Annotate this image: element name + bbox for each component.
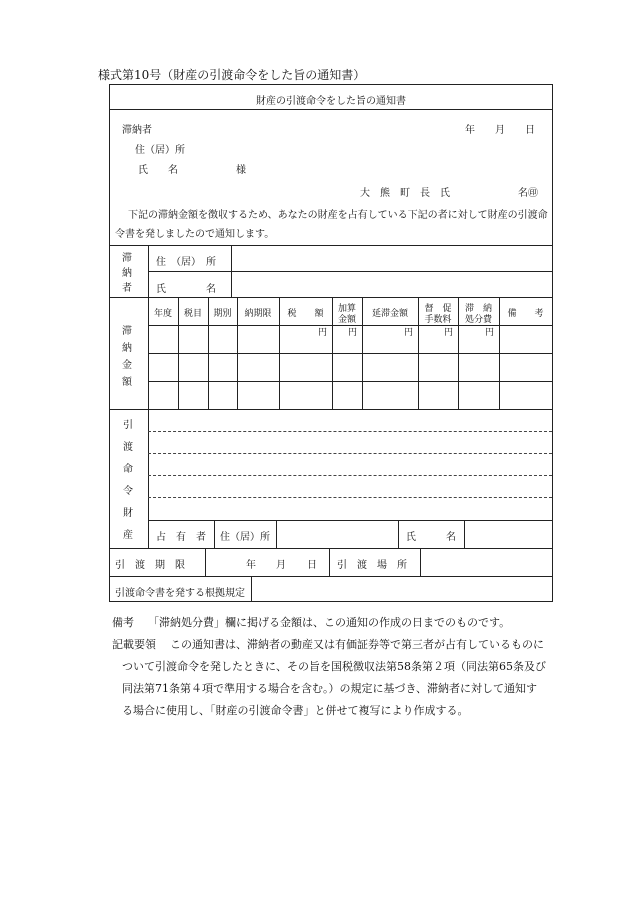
divider	[205, 548, 206, 576]
form-number-title: 様式第10号（財産の引渡命令をした旨の通知書）	[98, 68, 366, 82]
date-month: 月	[495, 125, 505, 136]
legal-basis-label: 引渡命令書を発する根拠規定	[115, 588, 245, 599]
body-line-1: 下記の滞納金額を徴収するため、あなたの財産を占有している下記の者に対して財産の引渡命	[128, 210, 548, 221]
divider	[214, 520, 215, 548]
divider	[110, 245, 552, 246]
label-char: 者	[122, 283, 132, 294]
col-disposition-cost: 滞 納 処分費	[464, 304, 492, 325]
dashed-line	[148, 431, 552, 432]
row-divider	[148, 325, 552, 326]
row-divider	[148, 353, 552, 354]
remark-label: 備考	[112, 616, 134, 629]
label-char: 金	[122, 360, 132, 371]
instructions-text-2: ついて引渡命令を発したときに、その旨を国税徴収法第58条第２項（同法第65条及び	[122, 660, 546, 673]
yen-unit: 円	[348, 328, 358, 338]
yen-unit: 円	[444, 328, 454, 338]
label-char: 額	[122, 377, 132, 388]
instructions-text-4: る場合に使用し、「財産の引渡命令書」と併せて複写により作成する。	[122, 704, 469, 717]
instructions-label: 記載要領	[112, 638, 156, 651]
col-fiscal-year: 年度	[153, 309, 172, 319]
divider	[110, 576, 552, 577]
divider	[398, 520, 399, 548]
section-label-divider	[148, 245, 149, 548]
instructions-line	[112, 634, 544, 656]
date-year: 年	[465, 125, 475, 136]
amount-label	[122, 323, 132, 391]
col-late-fee: 延滞金額	[371, 309, 408, 319]
addressee-address-label: 住（居）所	[135, 145, 185, 156]
possessor-label: 占 有 者	[156, 532, 206, 543]
remark-line	[112, 612, 510, 634]
date-day: 日	[525, 125, 535, 136]
label-char: 財	[123, 508, 133, 519]
deadline-label: 引 渡 期 限	[115, 560, 185, 571]
col-additional-amount: 加算 金額	[337, 304, 356, 325]
issuer-name: 大 熊 町 長 氏	[360, 188, 450, 199]
col-tax-amount: 税 額	[287, 309, 324, 319]
dashed-line	[148, 497, 552, 498]
label-char: 令	[123, 486, 133, 497]
dashed-line	[148, 475, 552, 476]
col-demand-fee: 督 促 手数料	[424, 304, 452, 325]
place-label: 引 渡 場 所	[337, 560, 407, 571]
divider	[148, 271, 552, 272]
label-char: 滞	[122, 326, 132, 337]
divider	[420, 548, 421, 576]
possessor-name-label: 氏 名	[406, 532, 456, 543]
col-tax-item: 税目	[183, 309, 202, 319]
delinquent-label	[122, 251, 132, 296]
label-char: 産	[123, 530, 133, 541]
honorific: 様	[236, 165, 246, 176]
yen-unit: 円	[404, 328, 414, 338]
deadline-month: 月	[276, 560, 286, 571]
delinquent-address-label: 住 （居） 所	[156, 257, 216, 268]
col-period: 期別	[213, 309, 232, 319]
divider	[148, 520, 552, 521]
divider	[110, 109, 552, 110]
divider	[110, 409, 552, 410]
addressee-name-label: 氏 名	[138, 165, 178, 176]
divider	[329, 548, 330, 576]
addressee-label: 滞納者	[122, 125, 152, 136]
divider	[110, 548, 552, 549]
notification-form	[109, 84, 553, 602]
divider	[464, 520, 465, 548]
divider	[276, 520, 277, 548]
label-char: 納	[122, 268, 132, 279]
label-char: 命	[123, 464, 133, 475]
yen-unit: 円	[485, 328, 495, 338]
body-line-2: 令書を発しましたので通知します。	[115, 229, 275, 240]
property-label	[123, 415, 133, 547]
possessor-address-label: 住（居）所	[220, 532, 270, 543]
divider	[110, 297, 552, 298]
label-char: 引	[123, 420, 133, 431]
instructions-text-1: この通知書は、滞納者の動産又は有価証券等で第三者が占有しているものに	[170, 638, 544, 651]
divider	[251, 576, 252, 602]
col-remarks: 備 考	[507, 309, 544, 319]
remark-text: 「滞納処分費」欄に掲げる金額は、この通知の作成の日までのものです。	[148, 616, 511, 629]
seal-mark: 名㊞	[518, 188, 538, 199]
yen-unit: 円	[318, 328, 328, 338]
deadline-day: 日	[307, 560, 317, 571]
instructions-text-3: 同法第71条第４項で準用する場合を含む。）の規定に基づき、滞納者に対して通知す	[122, 682, 538, 695]
row-divider	[148, 381, 552, 382]
label-char: 滞	[122, 253, 132, 264]
delinquent-name-label: 氏 名	[156, 284, 216, 295]
deadline-year: 年	[246, 560, 256, 571]
dashed-line	[148, 453, 552, 454]
label-char: 渡	[123, 442, 133, 453]
label-char: 納	[122, 343, 132, 354]
form-title: 財産の引渡命令をした旨の通知書	[256, 96, 406, 107]
col-due-date: 納期限	[244, 309, 272, 319]
